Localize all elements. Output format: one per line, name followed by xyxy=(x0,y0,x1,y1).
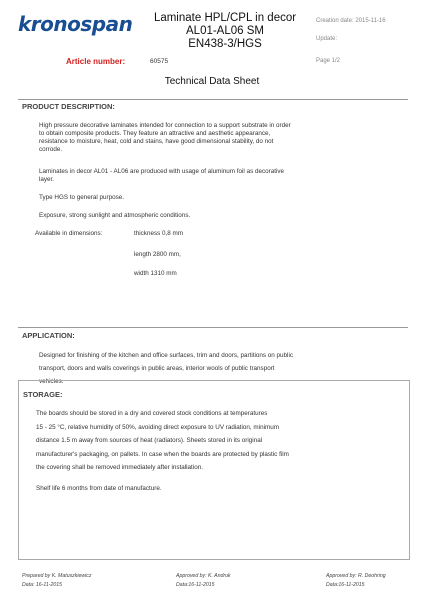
text-line: vehicles. xyxy=(39,378,64,385)
footer-prepared xyxy=(22,572,91,590)
footer-approved-1 xyxy=(176,572,231,590)
text-line: to obtain composite products. They feature an attractive and aesthetic appearance, xyxy=(39,130,271,137)
approved-date-2: Data:16-11-2015 xyxy=(326,582,365,588)
text-line: transport, doors and walls coverings in public areas, interior wools of public transport xyxy=(39,365,275,372)
text-line: Designed for finishing of the kitchen and office surfaces, trim and doors, partitions on public xyxy=(39,352,294,359)
footer-approved-2 xyxy=(326,572,386,590)
page-number: Page 1/2 xyxy=(316,58,341,64)
dimension-length: length 2800 mm, xyxy=(134,251,181,258)
storage-paragraph xyxy=(36,407,404,475)
creation-date: Creation date: 2015-11-16 xyxy=(316,18,386,24)
update-date: Update: xyxy=(316,36,338,42)
title-line-3: EN438-3/HGS xyxy=(188,38,262,50)
shelf-life: Shelf life 6 months from date of manufacture. xyxy=(36,485,162,492)
dimension-thickness: thickness 0,8 mm xyxy=(134,230,183,237)
application-divider xyxy=(18,327,408,329)
sheet-title: Technical Data Sheet xyxy=(164,76,260,87)
text-line: The boards should be stored in a dry and covered stock conditions at temperatures xyxy=(36,410,268,417)
description-paragraph-2 xyxy=(39,168,399,184)
approved-by-1: Approved by: K. Andruk xyxy=(176,573,231,579)
text-line: the covering shall be removed immediately after installation. xyxy=(36,464,203,471)
application-heading: APPLICATION: xyxy=(22,331,75,340)
prepared-by: Prepared by K. Matuszkiewicz xyxy=(22,573,92,579)
article-number-label: Article number: xyxy=(66,57,126,66)
document-title xyxy=(150,12,300,51)
title-line-1: Laminate HPL/CPL in decor xyxy=(153,12,297,24)
prepared-date: Data: 16-11-2015 xyxy=(22,582,62,588)
title-line-2: AL01-AL06 SM xyxy=(186,25,264,37)
kronospan-logo: kronospan xyxy=(18,12,133,36)
article-number-value: 60575 xyxy=(150,58,169,65)
description-paragraph-1 xyxy=(39,122,399,154)
text-line: manufacturer's packaging, on pallets. In case when the boards are protected by plastic film xyxy=(36,450,289,458)
text-line: 15 - 25 °C, relative humidity of 50%, avoiding direct exposure to UV radiation, minimum xyxy=(36,423,279,431)
text-line: distance 1.5 m away from sources of heat (radiators). Sheets stored in its original xyxy=(36,437,263,444)
approved-date-1: Data:16-11-2015 xyxy=(176,582,215,588)
description-paragraph-3: Type HGS to general purpose. xyxy=(39,194,125,201)
storage-heading: STORAGE: xyxy=(23,390,63,399)
dimension-width: width 1310 mm xyxy=(134,270,177,277)
description-paragraph-4: Exposure, strong sunlight and atmospheric conditions. xyxy=(39,212,191,219)
text-line: resistance to moisture, heat, cold and stains, have good dimensional stability, do not xyxy=(39,138,274,145)
text-line: corrode. xyxy=(39,146,63,153)
dimensions-label: Available in dimensions: xyxy=(35,230,103,237)
approved-by-2: Approved by: R. Deohring xyxy=(326,573,386,579)
text-line: Laminates in decor AL01 - AL06 are produced with usage of aluminum foil as decorative xyxy=(39,168,285,175)
product-description-heading: PRODUCT DESCRIPTION: xyxy=(22,102,115,111)
text-line: layer. xyxy=(39,176,55,183)
text-line: High pressure decorative laminates intended for connection to a support substrate in order xyxy=(39,122,291,129)
